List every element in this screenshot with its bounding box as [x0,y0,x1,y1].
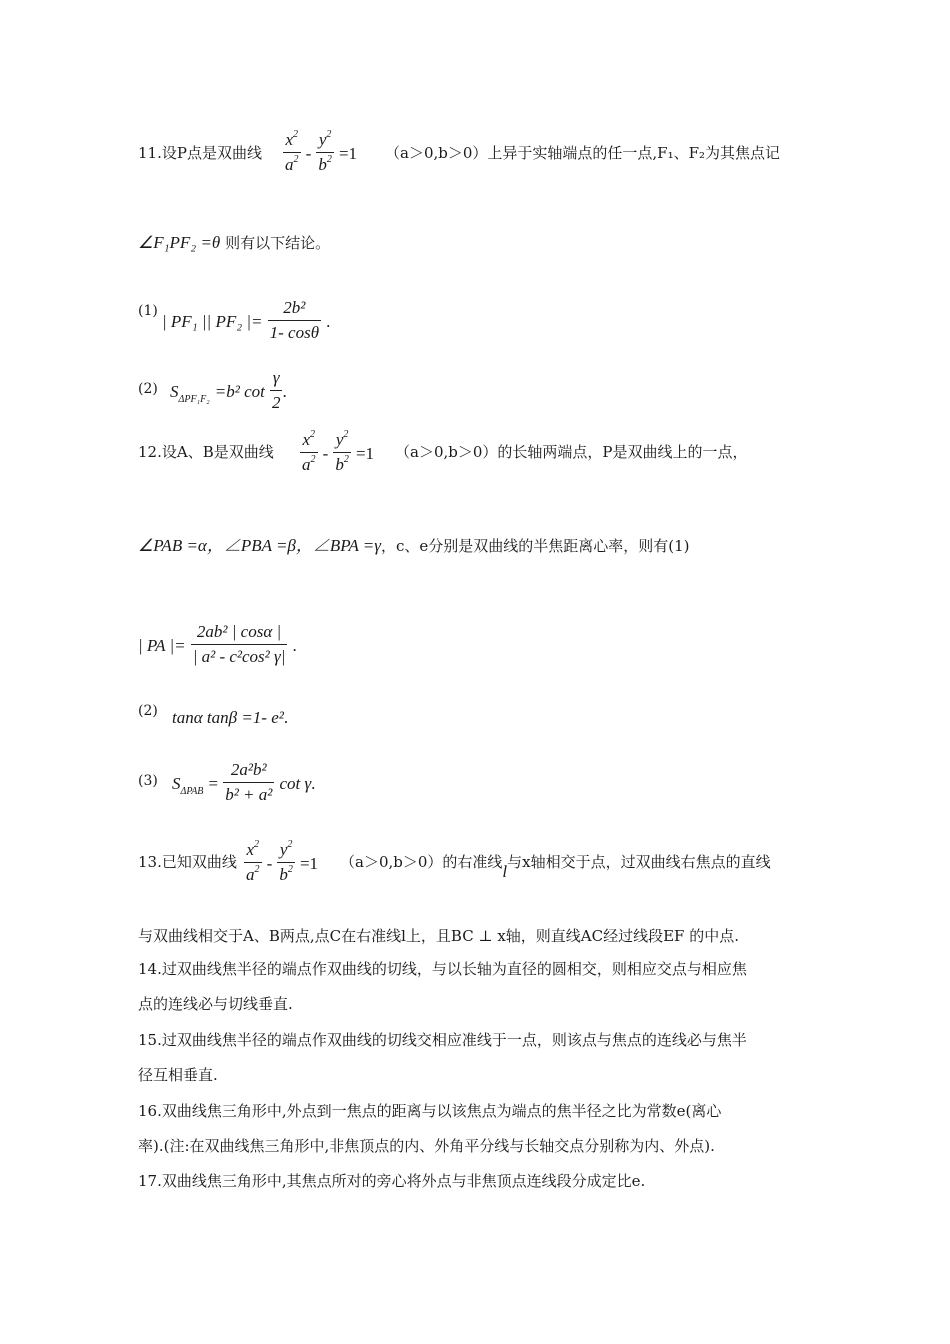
item-12-condition [395,442,748,462]
item-13-condition [340,852,771,881]
eq-rhs: =1 [299,854,319,873]
item-11-cond-text: （a＞0,b＞0）上异于实轴端点的任一点,F₁、F₂为其焦点记 [385,144,781,162]
formula-num: 2a²b² [230,760,267,779]
formula-den: 1- cosθ [268,320,321,343]
conclusion-label: (1) [138,303,158,319]
eq-num-x: x [285,130,294,149]
item-13-line1 [138,852,237,872]
eq-minus: - [322,444,329,463]
formula-rhs: =b² cot [214,382,265,401]
directrix-l: l [502,862,508,881]
eq-rhs: =1 [355,444,375,463]
conclusion-12-1-formula [138,624,297,669]
hyperbola-equation-13: $\frac{x^2}{a^2}$ - $\frac{y^2}{b^2}$ =1 [246,839,319,884]
eq-rhs: =1 [338,144,358,163]
area-symbol: S [172,774,181,793]
eq-num-y: y [279,840,288,859]
eq-num-x: x [246,840,255,859]
hyperbola-equation-12: $\frac{x^2}{a^2}$ - $\frac{y^2}{b^2}$ =1 [302,429,375,474]
item-15-line1 [138,1030,747,1050]
item-14-text2: 点的连线必与切线垂直. [138,995,293,1013]
eq-den-b: b [335,455,344,474]
conclusion-11-2 [138,378,158,397]
conclusion-11-1 [138,300,158,319]
item-12-tail: ，c、e分别是双曲线的半焦距离心率，则有(1) [380,537,690,555]
item-16-text2: 率).(注:在双曲线焦三角形中,非焦顶点的内、外角平分线与长轴交点分别称为内、外点). [138,1137,715,1155]
item-11-line1 [138,143,262,163]
item-16-text1: 16.双曲线焦三角形中,外点到一焦点的距离与以该焦点为端点的焦半径之比为常数e(离心 [138,1102,722,1120]
formula-end: . [292,636,297,655]
item-11-condition [385,143,780,163]
item-12-line1 [138,442,274,462]
item-11-line2 [138,233,330,253]
item-13-line2-text: 与双曲线相交于A、B两点,点C在右准线l上，且BC ⊥ x轴，则直线AC经过线段EF 的中点. [138,927,739,945]
conclusion-label: (2) [138,703,158,719]
item-15-text1: 15.过双曲线焦半径的端点作双曲线的切线交相应准线于一点，则该点与焦点的连线必与焦半 [138,1031,747,1049]
formula-den: 2 [270,390,283,413]
conclusion-11-1-formula [162,300,330,345]
conclusion-label: (2) [138,381,158,397]
item-11-tail: 则有以下结论。 [225,234,331,252]
formula-num: 2b² [283,298,306,317]
item-13-lead: 13.已知双曲线 [138,853,237,871]
item-14-line2 [138,994,293,1014]
item-14-line1 [138,959,747,979]
item-12-line2 [138,536,690,556]
eq-num-y: y [318,130,327,149]
item-11-lead: 11.设P点是双曲线 [138,144,262,162]
eq-den-a: a [285,155,294,174]
area-subscript: ΔPF₁F₂ [178,394,210,405]
formula-den: b² + a² [223,782,274,805]
formula-expr: tanα tanβ =1- e² [172,708,284,727]
formula-lhs: | PA |= [138,636,186,655]
conclusion-12-3 [138,770,158,789]
eq-den-b: b [318,155,327,174]
conclusion-label: (3) [138,773,158,789]
eq-den-b: b [279,865,288,884]
item-12-lead: 12.设A、B是双曲线 [138,443,274,461]
area-symbol: S [170,382,179,401]
eq-num-y: y [335,430,344,449]
area-subscript: ΔPAB [180,786,204,797]
formula-end: . [283,708,289,727]
conclusion-12-2 [138,700,158,719]
item-14-text1: 14.过双曲线焦半径的端点作双曲线的切线，与以长轴为直径的圆相交，则相应交点与相应焦 [138,960,747,978]
conclusion-11-2-formula [170,370,287,415]
formula-end: . [311,774,316,793]
item-16-line1 [138,1101,721,1121]
formula-den: | a² - c²cos² γ| [191,644,288,667]
item-15-text2: 径互相垂直. [138,1066,218,1084]
item-15-line2 [138,1065,218,1085]
eq-num-x: x [302,430,311,449]
item-16-line2 [138,1136,715,1156]
item-13-line2 [138,926,739,946]
formula-num: 2ab² | cosα | [196,622,282,641]
formula-eq: = [208,774,219,793]
angle-expressions: ∠PAB =α，∠PBA =β，∠BPA =γ [138,536,381,555]
item-17-text1: 17.双曲线焦三角形中,其焦点所对的旁心将外点与非焦顶点连线段分成定比e. [138,1172,646,1190]
item-13-tail: 与x轴相交于点，过双曲线右焦点的直线 [507,853,771,871]
eq-den-a: a [246,865,255,884]
hyperbola-equation-11: $\frac{x^2}{a^2}$ - $\frac{y^2}{b^2}$ =1 [285,129,358,174]
item-17-line1 [138,1171,645,1191]
eq-minus: - [305,144,312,163]
eq-minus: - [266,854,273,873]
item-12-cond-text: （a＞0,b＞0）的长轴两端点，P是双曲线上的一点， [395,443,748,461]
conclusion-12-3-formula [172,762,315,807]
conclusion-12-2-formula [172,708,288,728]
eq-den-a: a [302,455,311,474]
formula-rhs: cot γ [279,774,312,793]
formula-lhs: | PF₁ || PF₂ |= [162,312,263,331]
item-13-cond-text: （a＞0,b＞0）的右准线 [340,853,503,871]
formula-end: . [326,312,331,331]
formula-num: γ [272,368,280,387]
formula-end: . [282,382,287,401]
angle-expression: ∠F₁PF₂ =θ [138,233,221,252]
